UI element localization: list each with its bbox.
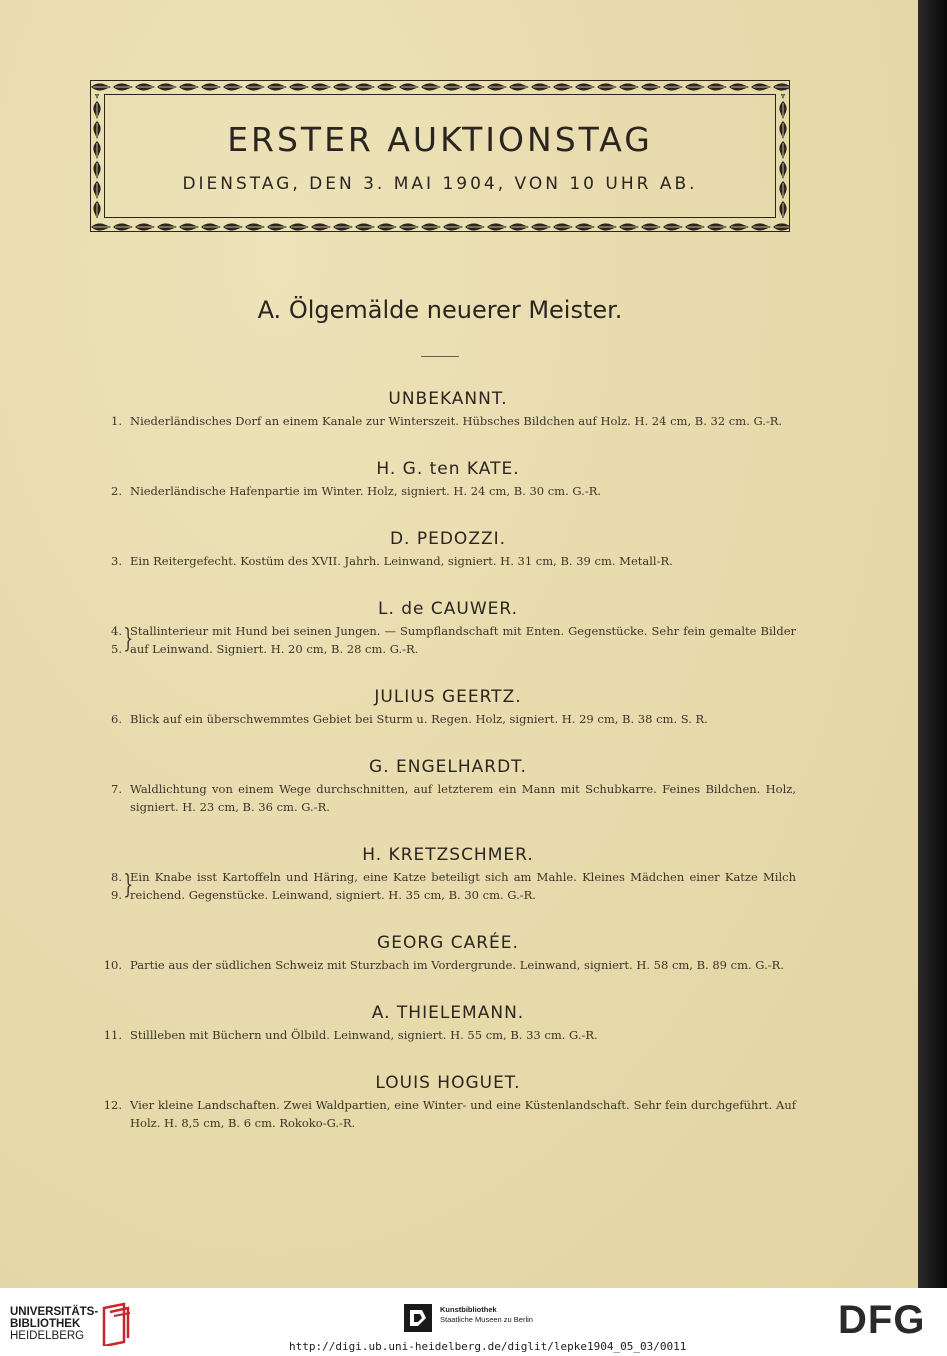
lot-description: Stallinterieur mit Hund bei seinen Jungen. — Sumpflandschaft mit Enten. Gegenstücke. Sehr fein gemalte Bilder auf Leinwand. Signiert. H. 20 cm, B. 28 cm. G.-R.	[130, 624, 796, 656]
artist-name: LOUIS HOGUET.	[375, 1073, 521, 1093]
entry-geertz	[100, 684, 796, 728]
kunstbibliothek-label[interactable]	[440, 1305, 533, 1325]
lot-number: 2.	[111, 484, 122, 498]
lot-description: Niederländische Hafenpartie im Winter. Holz, signiert. H. 24 cm, B. 30 cm. G.-R.	[130, 484, 602, 498]
lot-description: Stillleben mit Büchern und Ölbild. Leinwand, signiert. H. 55 cm, B. 33 cm. G.-R.	[130, 1028, 598, 1042]
artist-name: H. G. ten KATE.	[376, 459, 520, 479]
artist-name: GEORG CARÉE.	[377, 933, 519, 953]
artist-name: H. KRETZSCHMER.	[362, 845, 534, 865]
kunstbibliothek-logo-icon	[404, 1304, 432, 1332]
auction-date: DIENSTAG, DEN 3. MAI 1904, VON 10 UHR AB.	[182, 174, 698, 194]
lot-item	[100, 710, 796, 728]
lot-number: 12.	[103, 1098, 122, 1112]
lot-description: Blick auf ein überschwemmtes Gebiet bei Sturm u. Regen. Holz, signiert. H. 29 cm, B. 38 cm. S. R.	[130, 712, 708, 726]
lot-description: Ein Knabe isst Kartoffeln und Häring, eine Katze beteiligt sich am Mahle. Kleines Mädchen einer Katze Milch reichend. Gegenstücke. Leinwand, signiert. H. 35 cm, B. 30 cm. G.-R.	[130, 870, 796, 902]
lot-number: 11.	[103, 1028, 122, 1042]
lot-description: Partie aus der südlichen Schweiz mit Sturzbach im Vordergrunde. Leinwand, signiert. H. 58 cm, B. 89 cm. G.-R.	[130, 958, 784, 972]
entry-kretzschmer	[100, 842, 796, 904]
lot-description: Ein Reitergefecht. Kostüm des XVII. Jahrh. Leinwand, signiert. H. 31 cm, B. 39 cm. Metall-R.	[130, 554, 673, 568]
scan-edge	[918, 0, 947, 1288]
entry-cauwer	[100, 596, 796, 658]
lot-number: 9.	[111, 888, 122, 902]
lot-item	[100, 1026, 796, 1044]
section-heading: A. Ölgemälde neuerer Meister.	[257, 296, 623, 324]
ub-line: UNIVERSITÄTS-	[10, 1306, 99, 1318]
lot-item	[100, 868, 796, 904]
brace-glyph: }	[123, 870, 134, 900]
lot-item	[100, 780, 796, 816]
lot-item	[100, 1096, 796, 1132]
entry-engelhardt	[100, 754, 796, 816]
artist-name: UNBEKANNT.	[388, 389, 508, 409]
entry-pedozzi	[100, 526, 796, 570]
artist-name: G. ENGELHARDT.	[369, 757, 527, 777]
permalink-url[interactable]: http://digi.ub.uni-heidelberg.de/diglit/lepke1904_05_03/0011	[289, 1340, 687, 1353]
artist-name: JULIUS GEERTZ.	[374, 687, 522, 707]
lot-description: Waldlichtung von einem Wege durchschnitten, auf letzterem ein Mann mit Schubkarre. Feines Bildchen. Holz, signiert. H. 23 cm, B. 36 cm. G.-R.	[130, 782, 796, 814]
divider	[421, 356, 459, 357]
lot-item	[100, 412, 796, 430]
lot-number: 4.	[111, 624, 122, 638]
catalog-entries	[100, 386, 796, 1158]
entry-unbekannt	[100, 386, 796, 430]
artist-name: L. de CAUWER.	[377, 599, 519, 619]
dfg-logo[interactable]: DFG	[838, 1298, 926, 1342]
lot-number: 10.	[103, 958, 122, 972]
entry-kate	[100, 456, 796, 500]
ub-heidelberg-logo-text[interactable]	[10, 1306, 98, 1342]
entry-hoguet	[100, 1070, 796, 1132]
footer-bar	[0, 1288, 947, 1356]
lot-number: 5.	[111, 642, 122, 656]
lot-description: Vier kleine Landschaften. Zwei Waldpartien, eine Winter- und eine Küstenlandschaft. Sehr fein durchgeführt. Auf Holz. H. 8,5 cm, B. 6 cm. Rokoko-G.-R.	[130, 1098, 796, 1130]
lot-item	[100, 622, 796, 658]
lot-item	[100, 956, 796, 974]
artist-name: A. THIELEMANN.	[371, 1003, 525, 1023]
artist-name: D. PEDOZZI.	[389, 529, 507, 549]
brace-glyph: }	[123, 624, 134, 654]
lot-number: 1.	[111, 414, 122, 428]
lot-number: 8.	[111, 870, 122, 884]
kb-subtitle: Staatliche Museen zu Berlin	[440, 1315, 533, 1324]
kb-title: Kunstbibliothek	[440, 1305, 497, 1314]
lot-item	[100, 482, 796, 500]
ub-line: BIBLIOTHEK	[10, 1318, 81, 1330]
lot-number: 6.	[111, 712, 122, 726]
lot-item	[100, 552, 796, 570]
entry-thielemann	[100, 1000, 796, 1044]
entry-caree	[100, 930, 796, 974]
lot-number: 7.	[111, 782, 122, 796]
lot-description: Niederländisches Dorf an einem Kanale zur Winterszeit. Hübsches Bildchen auf Holz. H. 24 cm, B. 32 cm. G.-R.	[130, 414, 783, 428]
ub-heidelberg-logo-icon	[100, 1302, 132, 1346]
ornamental-title-frame	[90, 80, 790, 232]
ub-line: HEIDELBERG	[10, 1330, 85, 1342]
lot-number: 3.	[111, 554, 122, 568]
auction-day-title: ERSTER AUKTIONSTAG	[227, 120, 653, 159]
